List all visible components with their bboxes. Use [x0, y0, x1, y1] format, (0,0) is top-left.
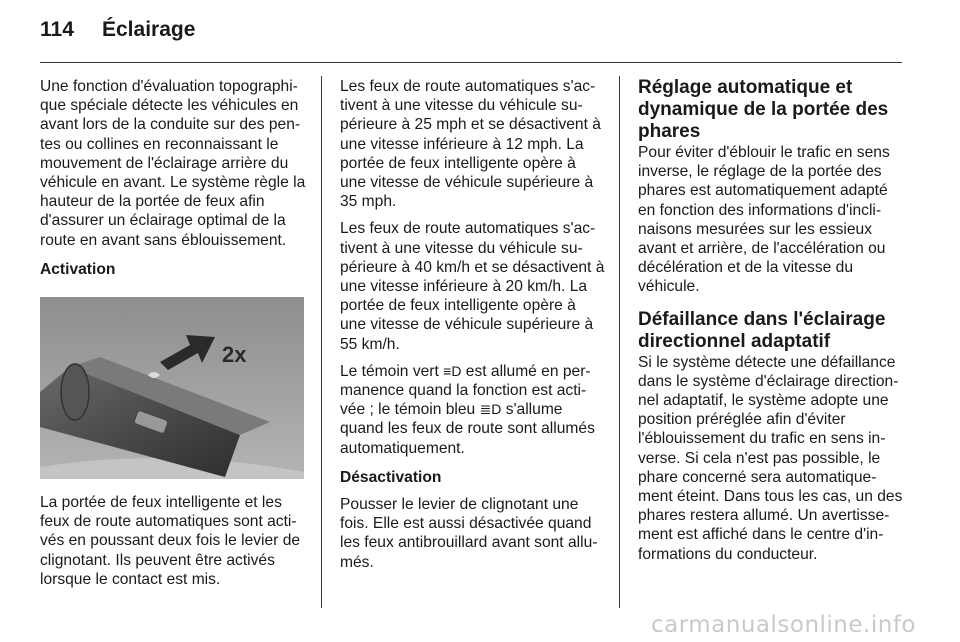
column-divider-2 — [619, 76, 620, 608]
press-twice-label: 2x — [222, 342, 247, 368]
indicator-text-a: Le témoin vert — [340, 362, 439, 380]
header-rule — [40, 62, 902, 63]
deactivation-paragraph: Pousser le levier de clignotant une fois. Elle est aussi désactivée quand les feux antibrouillard avant sont allu-més. — [340, 496, 598, 571]
kmh-paragraph: Les feux de route automatiques s'ac-tivent à une vitesse du véhicule su-périeure à 40 km/h et se désactivent à une vitesse inférieure à 20 km/h. La portée de feux intelligente opère à une vitesse de véhicule supérieure à 55 km/h. — [340, 220, 605, 353]
section-heading-failure: Défaillance dans l'éclairage directionnel adaptatif — [638, 308, 886, 352]
page-title: Éclairage — [102, 18, 196, 41]
activation-paragraph: La portée de feux intelligente et les feux de route automatiques sont acti-vés en poussant deux fois le levier de clignotant. Ils peuvent être activés lorsque le contact est mis. — [40, 494, 301, 588]
blue-indicator-icon: ≣D — [479, 401, 502, 418]
range-paragraph: Pour éviter d'éblouir le trafic en sens inverse, le réglage de la portée des phares est automatiquement adapté en fonction des informations d'incli-naisons mesurées sur les essieux avant et arrière, de l'accélération ou décélération et de la vitesse du véhicule. — [638, 144, 890, 296]
column-divider-1 — [321, 76, 322, 608]
section-heading-range: Réglage automatique et dynamique de la portée des phares — [638, 77, 889, 142]
failure-paragraph: Si le système détecte une défaillance dans le système d'éclairage direction-nel adaptatif, le système adopte une position préréglée afin d'éviter l'éblouissement du trafic en sens in-verse. Si cela n'est pas possible, le phare concerné sera automatique-ment éteint. Dans tous les cas, un des phares restera allumé. Un avertisse-ment est affiché dans le centre d'in-formations du conducteur. — [638, 353, 903, 563]
green-indicator-icon: ≡D — [443, 362, 462, 379]
indicator-text-b: est allumé en per-manence quand la fonction est acti-vée ; le témoin bleu — [340, 362, 591, 419]
indicator-text-c: s'allume quand les feux de route sont allumés automatiquement. — [340, 401, 595, 457]
lever-drawing — [40, 297, 304, 479]
column-3 — [638, 77, 904, 572]
mph-paragraph: Les feux de route automatiques s'ac-tivent à une vitesse du véhicule su-périeure à 25 mph et se désactivent à une vitesse inférieure à 12 mph. La portée de feux intelligente opère à une vitesse de véhicule supérieure à 35 mph. — [340, 78, 601, 211]
watermark: carmanualsonline.info — [650, 612, 916, 638]
indicator-paragraph — [340, 362, 606, 458]
column-2 — [340, 77, 606, 580]
page-number: 114 — [40, 18, 74, 41]
lever-illustration — [40, 297, 304, 479]
column-1 — [40, 77, 306, 597]
activation-heading: Activation — [40, 260, 116, 278]
deactivation-heading: Désactivation — [340, 468, 442, 486]
intro-paragraph: Une fonction d'évaluation topographi-que spéciale détecte les véhicules en avant lors de la conduite sur des pen-tes ou collines en reconnaissant le mouvement de l'éclairage arrière du véhicule en avant. Le système règle la hauteur de la portée de feux afin d'assurer un éclairage optimal de la route en avant sans éblouissement. — [40, 78, 306, 249]
